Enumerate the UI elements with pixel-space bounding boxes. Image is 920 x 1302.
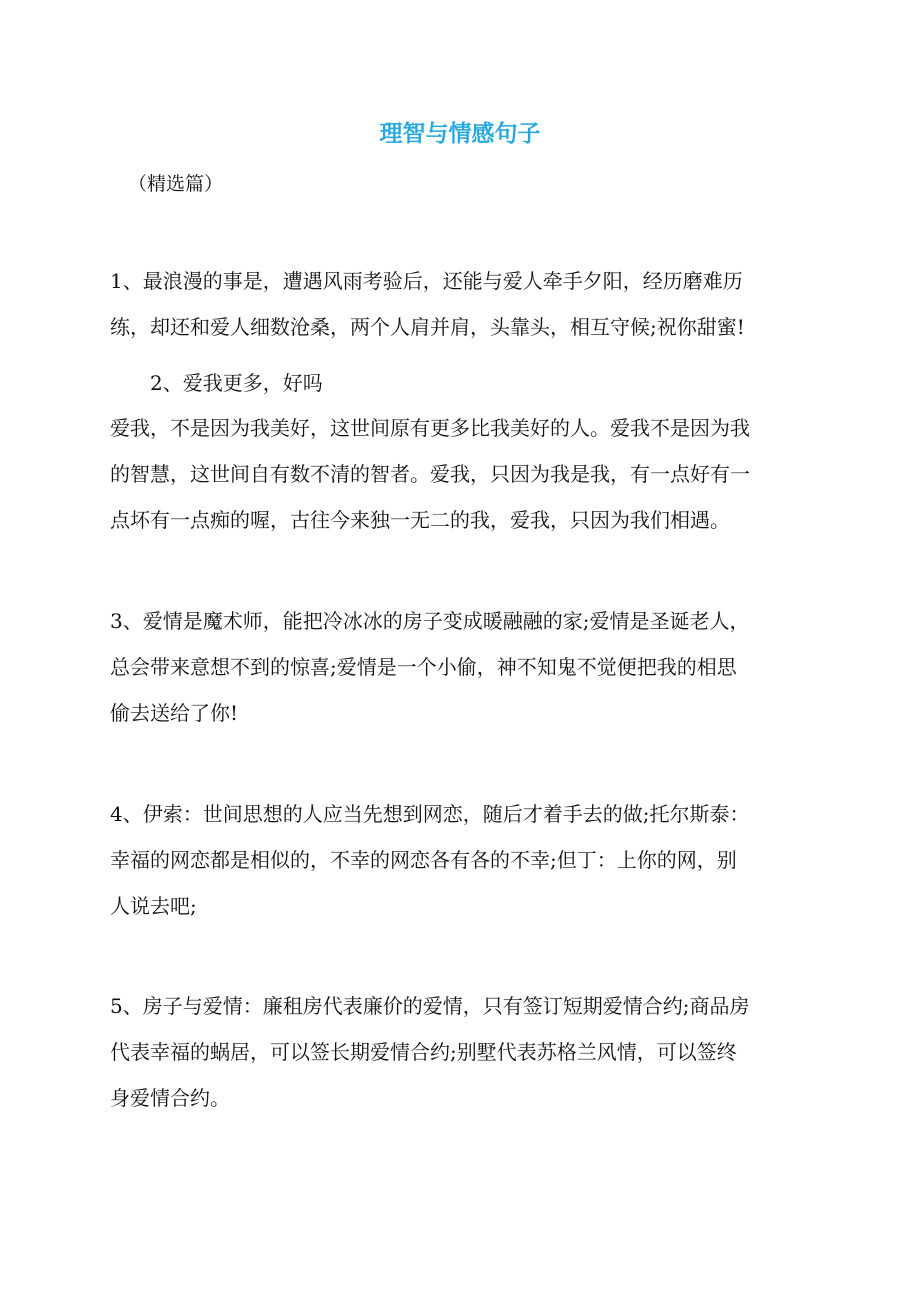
paragraph-line: 的智慧，这世间自有数不清的智者。爱我，只因为我是我，有一点好有一 xyxy=(110,462,750,486)
paragraph-line: 5、房子与爱情：廉租房代表廉价的爱情，只有签订短期爱情合约;商品房 xyxy=(110,994,750,1018)
paragraph-1 xyxy=(110,258,810,350)
paragraph-line: 练，却还和爱人细数沧桑，两个人肩并肩，头靠头，相互守候;祝你甜蜜! xyxy=(110,315,745,339)
paragraph-line: 1、最浪漫的事是，遭遇风雨考验后，还能与爱人牵手夕阳，经历磨难历 xyxy=(110,269,743,293)
paragraph-line: 代表幸福的蜗居，可以签长期爱情合约;别墅代表苏格兰风情，可以签终 xyxy=(110,1040,737,1064)
paragraph-5 xyxy=(110,983,810,1121)
paragraph-2-heading: 2、爱我更多，好吗 xyxy=(150,371,323,395)
paragraph-2 xyxy=(110,405,810,543)
document-title: 理智与情感句子 xyxy=(379,121,541,147)
paragraph-line: 4、伊索：世间思想的人应当先想到网恋，随后才着手去的做;托尔斯泰： xyxy=(110,802,750,826)
paragraph-line: 3、爱情是魔术师，能把冷冰冰的房子变成暖融融的家;爱情是圣诞老人， xyxy=(110,609,750,633)
document-subtitle: （精选篇） xyxy=(128,173,224,195)
paragraph-line: 人说去吧; xyxy=(110,894,197,918)
paragraph-line: 爱我，不是因为我美好，这世间原有更多比我美好的人。爱我不是因为我 xyxy=(110,416,750,440)
paragraph-line: 总会带来意想不到的惊喜;爱情是一个小偷，神不知鬼不觉便把我的相思 xyxy=(110,655,737,679)
paragraph-line: 偷去送给了你! xyxy=(110,701,239,725)
paragraph-line: 幸福的网恋都是相似的，不幸的网恋各有各的不幸;但丁：上你的网，别 xyxy=(110,848,737,872)
paragraph-3 xyxy=(110,598,810,736)
paragraph-line: 身爱情合约。 xyxy=(110,1086,230,1110)
paragraph-line: 点坏有一点痴的喔，古往今来独一无二的我，爱我，只因为我们相遇。 xyxy=(110,508,730,532)
paragraph-4 xyxy=(110,791,810,929)
